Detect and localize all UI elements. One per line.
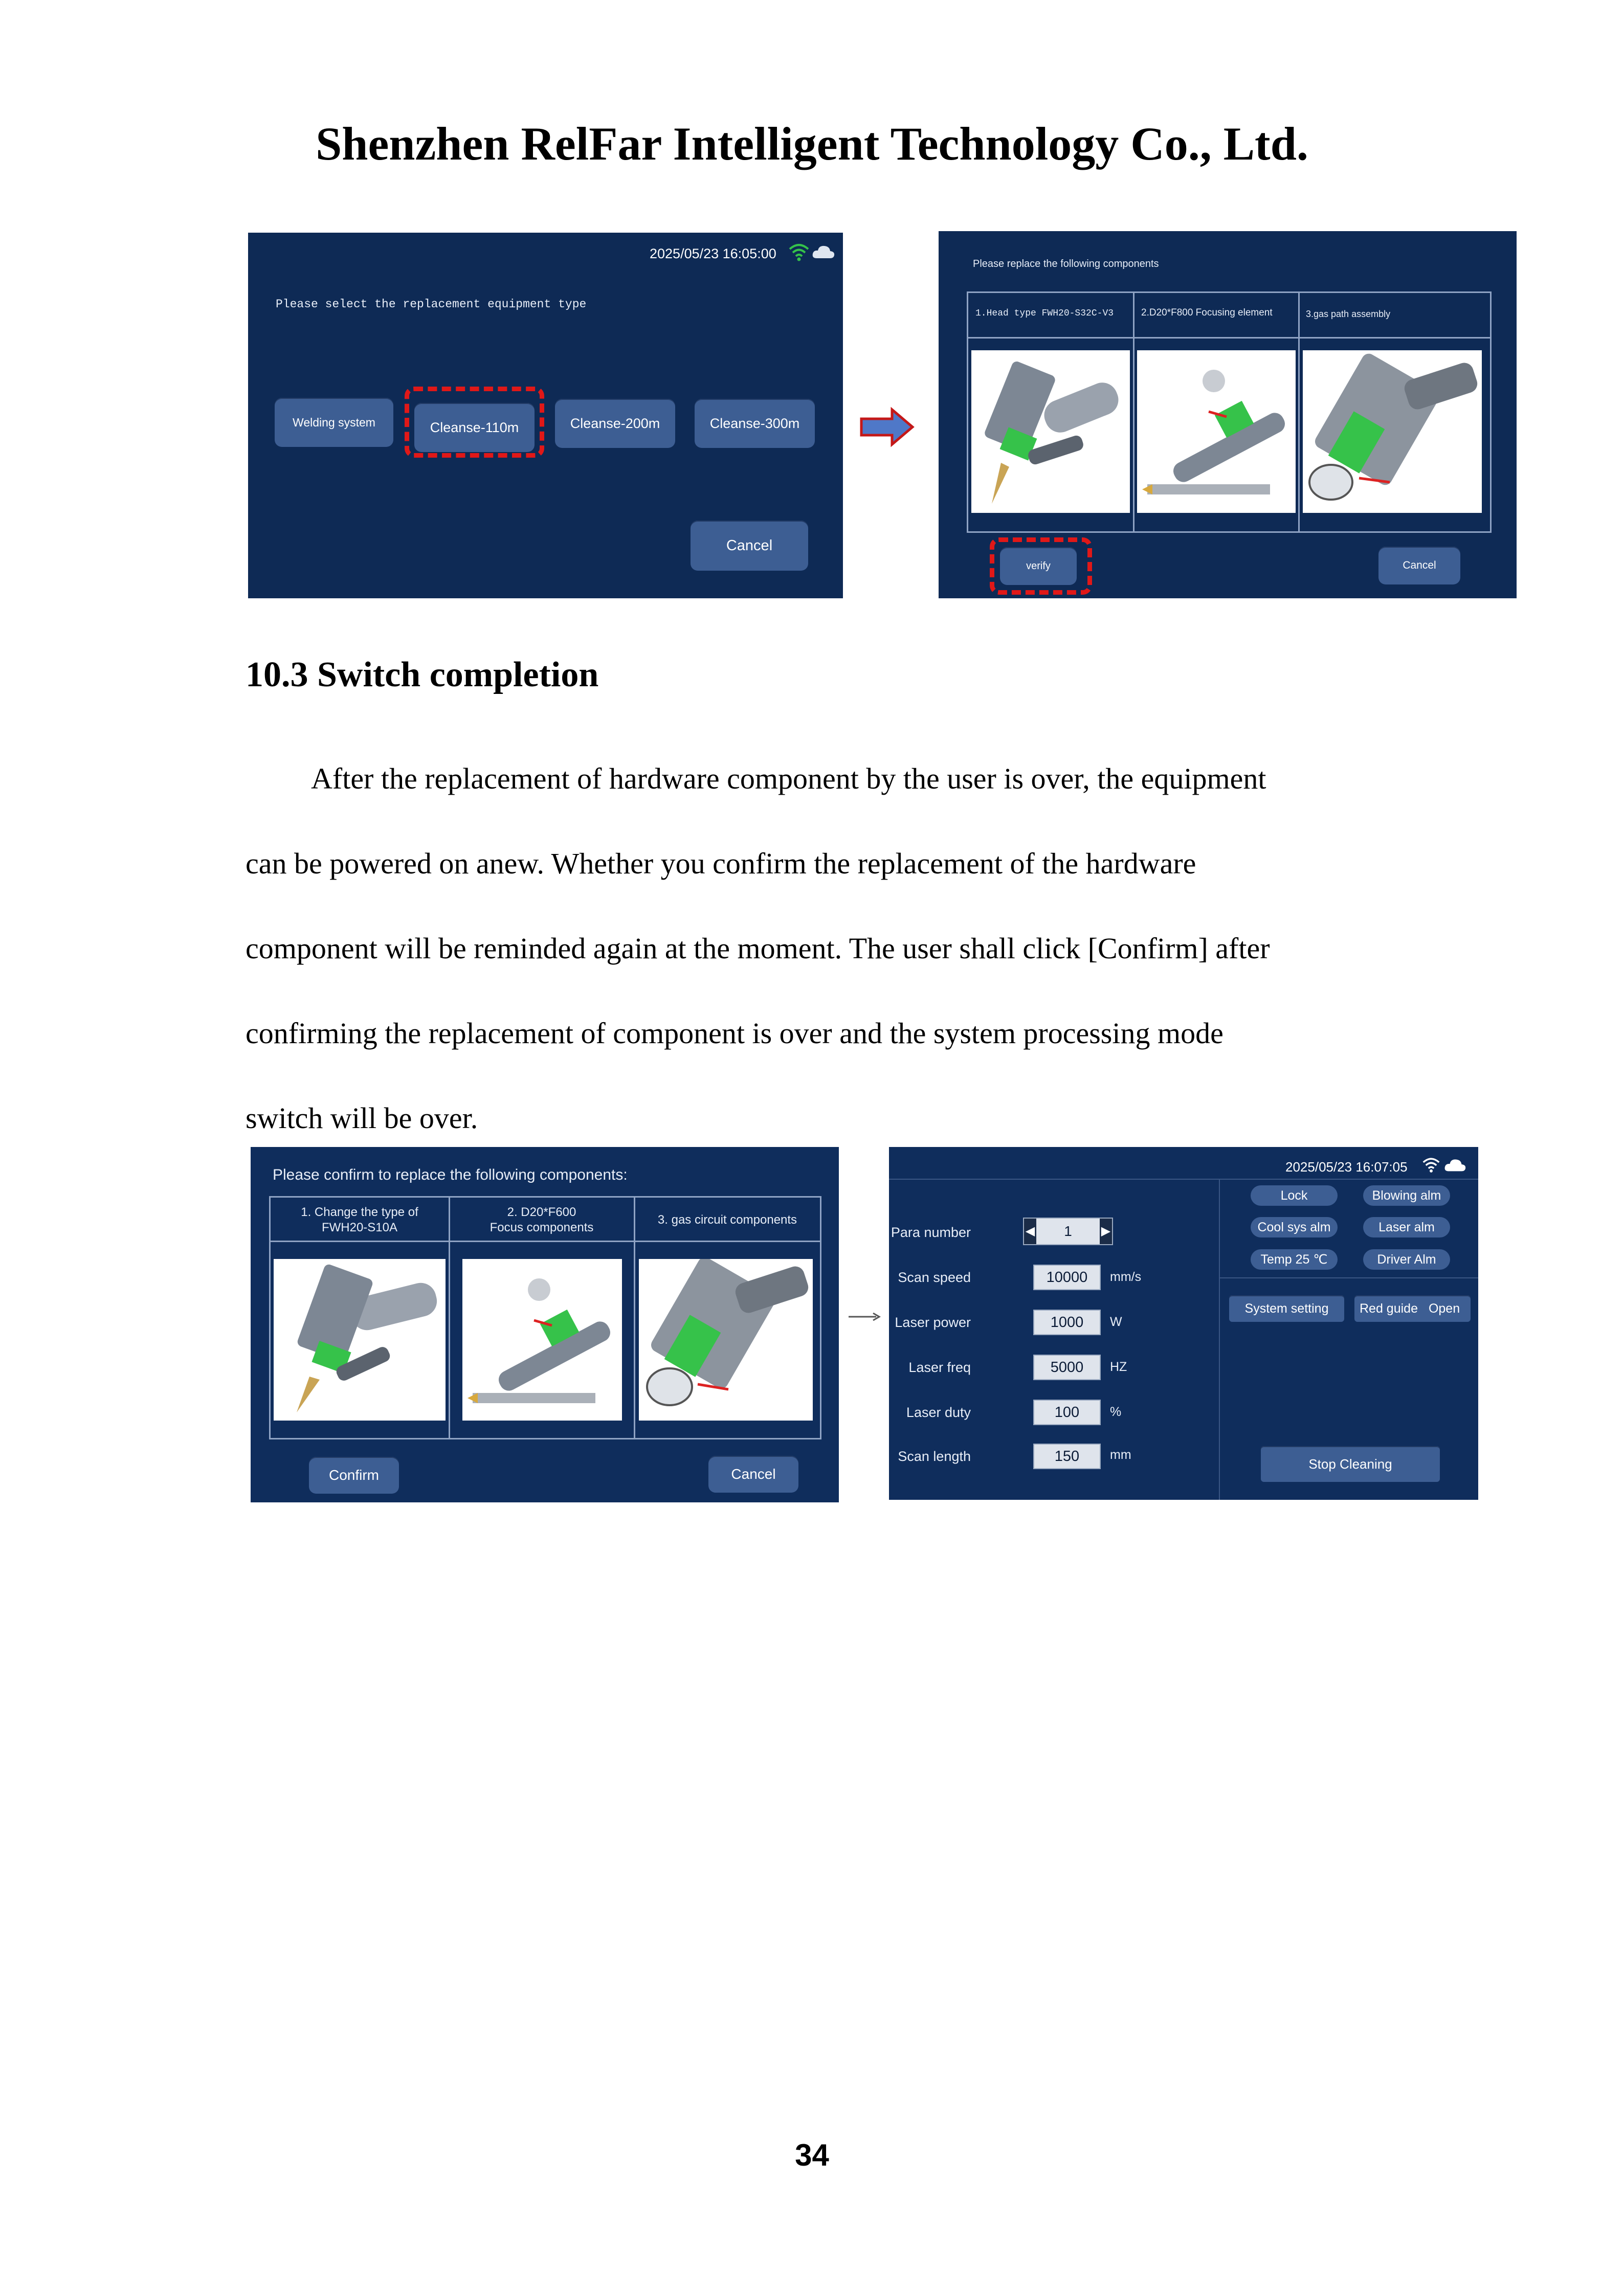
cool-sys-alarm-status: Cool sys alm [1251, 1217, 1338, 1237]
paragraph-line: can be powered on anew. Whether you confirm the replacement of the hardware [246, 847, 1196, 880]
head-type-image [971, 350, 1130, 513]
lock-status: Lock [1251, 1185, 1338, 1206]
column-head-type: 1.Head type FWH20-S32C-V3 [975, 308, 1114, 319]
wifi-icon [788, 242, 810, 262]
cloud-icon [1444, 1157, 1466, 1173]
scan-length-label: Scan length [898, 1449, 971, 1464]
body-paragraph [246, 736, 1401, 1161]
laser-alarm-status: Laser alm [1363, 1217, 1450, 1237]
column-head-type: 1. Change the type of [301, 1205, 418, 1219]
laser-freq-unit: HZ [1110, 1360, 1127, 1374]
arrow-right-icon [859, 407, 916, 447]
replace-prompt: Please replace the following components [973, 258, 1159, 269]
confirm-prompt: Please confirm to replace the following components: [273, 1166, 628, 1183]
cloud-icon [812, 244, 835, 259]
red-guide-label: Red guide [1360, 1301, 1418, 1316]
datetime: 2025/05/23 16:07:05 [1285, 1159, 1408, 1175]
laser-power-input[interactable]: 1000 [1033, 1310, 1101, 1335]
head-type-image [274, 1259, 446, 1421]
increment-icon[interactable]: ▶ [1100, 1219, 1112, 1244]
paragraph-line: After the replacement of hardware component by the user is over, the equipment [311, 762, 1266, 795]
paragraph-line: confirming the replacement of component is over and the system processing mode [246, 1017, 1223, 1050]
column-gas-circuit: 3. gas circuit components [657, 1213, 797, 1227]
laser-duty-input[interactable]: 100 [1033, 1400, 1101, 1425]
screen-confirm-components [251, 1147, 839, 1502]
welding-system-button[interactable]: Welding system [275, 398, 393, 447]
cancel-button[interactable]: Cancel [708, 1456, 798, 1493]
laser-power-label: Laser power [895, 1315, 971, 1330]
red-guide-state: Open [1428, 1301, 1460, 1316]
components-table [967, 291, 1492, 533]
paragraph-line: switch will be over. [246, 1101, 478, 1135]
screen-select-equipment [248, 233, 843, 598]
temperature-status: Temp 25 ℃ [1251, 1249, 1338, 1270]
column-gas-path: 3.gas path assembly [1306, 309, 1391, 319]
laser-power-unit: W [1110, 1315, 1122, 1329]
scan-speed-unit: mm/s [1110, 1270, 1142, 1284]
scan-speed-label: Scan speed [898, 1270, 971, 1285]
system-setting-button[interactable]: System setting [1229, 1295, 1344, 1322]
screen-replace-components [939, 231, 1517, 598]
screen-cleaning-parameters [889, 1147, 1478, 1500]
blowing-alarm-status: Blowing alm [1363, 1185, 1450, 1206]
section-heading: 10.3 Switch completion [246, 655, 599, 694]
laser-freq-label: Laser freq [908, 1360, 971, 1375]
page-number: 34 [795, 2138, 829, 2172]
laser-duty-unit: % [1110, 1405, 1122, 1419]
driver-alarm-status: Driver Alm [1363, 1249, 1450, 1270]
select-prompt: Please select the replacement equipment type [276, 298, 587, 311]
datetime: 2025/05/23 16:05:00 [650, 246, 776, 261]
wifi-icon [1421, 1156, 1441, 1174]
confirm-button[interactable]: Confirm [309, 1457, 399, 1494]
laser-duty-label: Laser duty [906, 1405, 971, 1420]
para-number-label: Para number [891, 1225, 971, 1240]
column-focusing-element: 2.D20*F800 Focusing element [1141, 307, 1273, 318]
cleanse-110m-button[interactable]: Cleanse-110m [414, 403, 535, 452]
decrement-icon[interactable]: ◀ [1024, 1219, 1036, 1244]
stop-cleaning-button[interactable]: Stop Cleaning [1261, 1446, 1440, 1482]
column-focus-components: Focus components [490, 1221, 594, 1234]
verify-button[interactable]: verify [1000, 547, 1077, 585]
scan-speed-input[interactable]: 10000 [1033, 1265, 1101, 1290]
column-focus-components: 2. D20*F600 [507, 1205, 576, 1219]
red-guide-button[interactable] [1354, 1295, 1471, 1322]
scan-length-unit: mm [1110, 1448, 1131, 1462]
para-number-stepper[interactable] [1023, 1218, 1113, 1245]
column-head-type: FWH20-S10A [321, 1221, 398, 1234]
focusing-element-image [1137, 350, 1296, 513]
gas-circuit-image [639, 1259, 813, 1421]
highlight-frame [405, 387, 544, 458]
cleanse-300m-button[interactable]: Cleanse-300m [695, 399, 815, 448]
paragraph-line: component will be reminded again at the moment. The user shall click [Confirm] after [246, 932, 1270, 965]
focus-components-image [462, 1259, 622, 1421]
cancel-button[interactable]: Cancel [691, 521, 808, 571]
company-title: Shenzhen RelFar Intelligent Technology Co., Ltd. [316, 118, 1308, 170]
components-table [269, 1196, 821, 1439]
gas-path-image [1303, 350, 1482, 513]
cleanse-200m-button[interactable]: Cleanse-200m [555, 399, 675, 448]
scan-length-input[interactable]: 150 [1033, 1444, 1101, 1469]
highlight-frame [990, 537, 1092, 595]
laser-freq-input[interactable]: 5000 [1033, 1355, 1101, 1380]
cancel-button[interactable]: Cancel [1378, 547, 1460, 584]
para-number-value: 1 [1064, 1223, 1072, 1239]
